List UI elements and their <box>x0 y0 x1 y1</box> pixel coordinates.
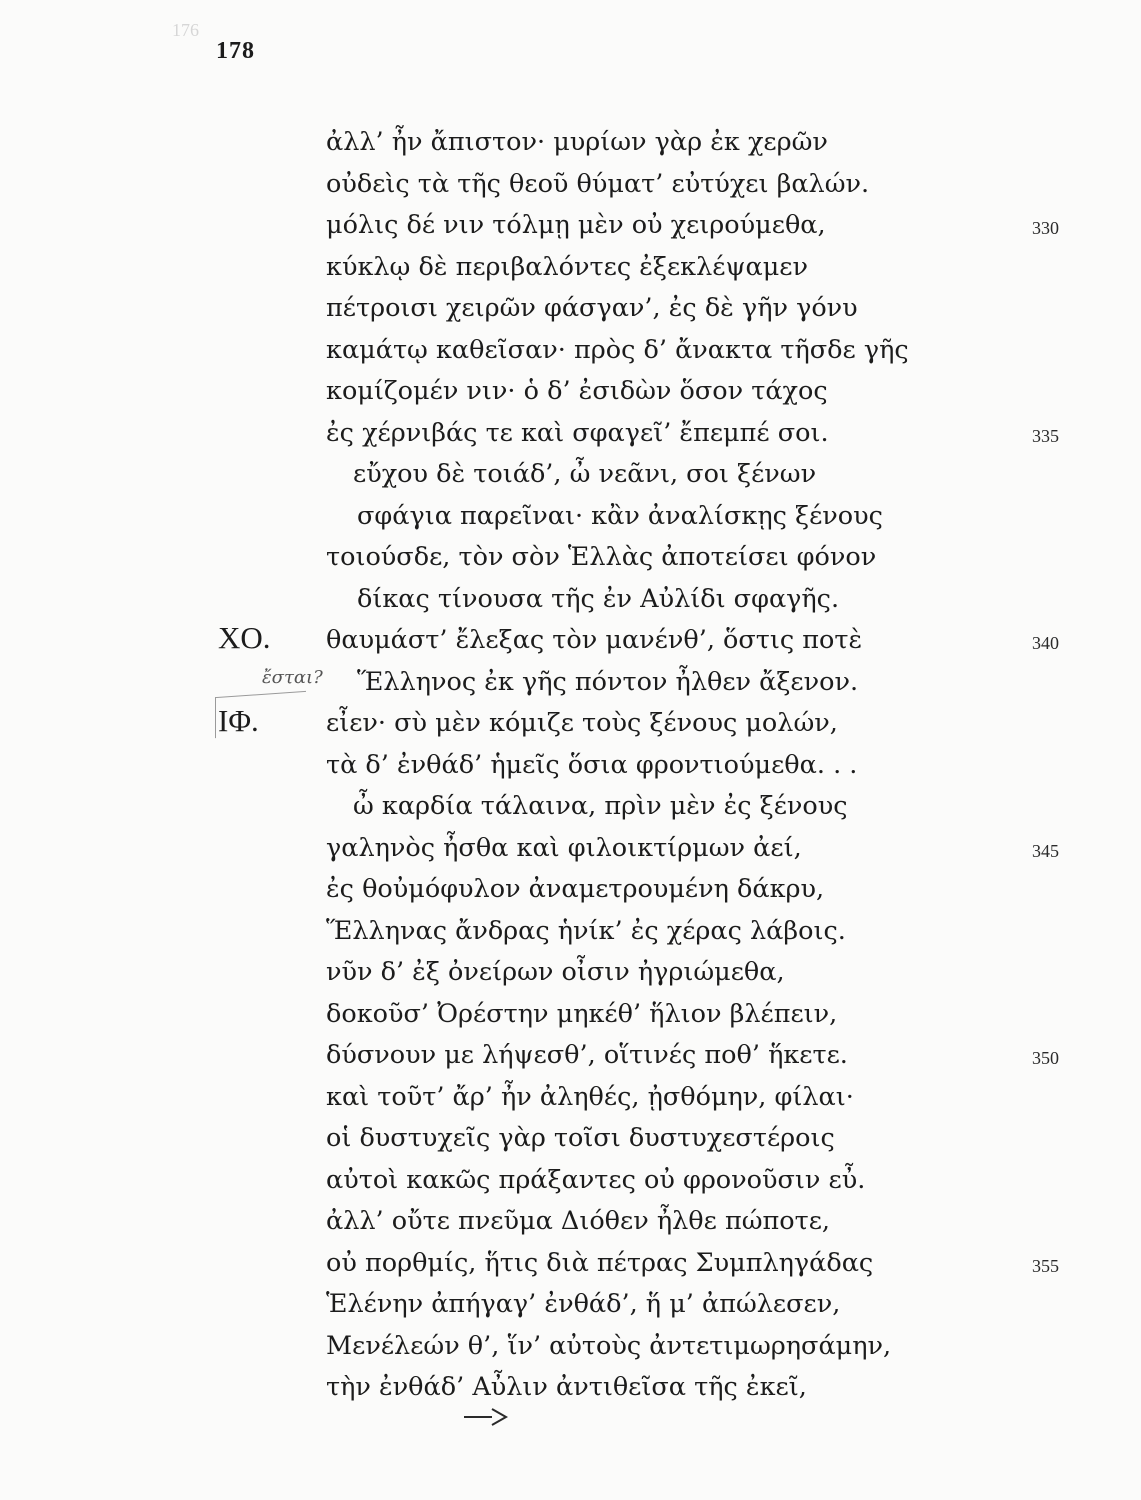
verse-line: εὔχου δὲ τοιάδ’, ὦ νεᾶνι, σοι ξένων <box>353 459 817 489</box>
verse-line: κομίζομέν νιν· ὁ δ’ ἐσιδὼν ὅσον τάχος <box>326 376 828 406</box>
verse-line: δοκοῦσ’ Ὀρέστην μηκέθ’ ἥλιον βλέπειν, <box>326 999 838 1029</box>
verse-line: Μενέλεών θ’, ἵν’ αὐτοὺς ἀντετιμωρησάμην, <box>326 1331 892 1361</box>
line-number: 330 <box>1032 218 1059 238</box>
line-number: 355 <box>1032 1256 1059 1276</box>
verse-line: νῦν δ’ ἐξ ὀνείρων οἶσιν ἠγριώμεθα, <box>326 957 785 987</box>
verse-line: οἱ δυστυχεῖς γὰρ τοῖσι δυστυχεστέροις <box>326 1123 835 1153</box>
verse-line: οὐ πορθμίς, ἥτις διὰ πέτρας Συμπληγάδας <box>326 1248 874 1278</box>
verse-line: πέτροισι χειρῶν φάσγαν’, ἐς δὲ γῆν γόνυ <box>326 293 858 323</box>
verse-line: δύσνουν με λήψεσθ’, οἵτινές ποθ’ ἥκετε. <box>326 1040 848 1070</box>
verse-line: ἐς χέρνιβάς τε καὶ σφαγεῖ’ ἔπεμπέ σοι. <box>326 418 829 448</box>
margin-annotation: ἔσται? <box>262 667 323 688</box>
verse-line: ἐς θοὐμόφυλον ἀναμετρουμένη δάκρυ, <box>326 874 825 904</box>
line-number: 340 <box>1032 633 1059 653</box>
verse-line: Ἕλληνος ἐκ γῆς πόντον ἦλθεν ἄξενον. <box>357 667 859 697</box>
verse-line: καμάτῳ καθεῖσαν· πρὸς δ’ ἄνακτα τῆσδε γῆς <box>326 335 909 365</box>
verse-line: σφάγια παρεῖναι· κἂν ἀναλίσκῃς ξένους <box>357 501 883 531</box>
verse-line: Ἑλένην ἀπήγαγ’ ἐνθάδ’, ἥ μ’ ἀπώλεσεν, <box>326 1289 841 1319</box>
verse-line: κύκλῳ δὲ περιβαλόντες ἐξεκλέψαμεν <box>326 252 808 282</box>
bleed-through-page-number: 176 <box>172 20 199 40</box>
verse-line: δίκας τίνουσα τῆς ἐν Αὐλίδι σφαγῆς. <box>357 584 840 614</box>
verse-line: ὦ καρδία τάλαινα, πρὶν μὲν ἐς ξένους <box>353 791 848 821</box>
pencil-bracket-mark <box>215 691 306 738</box>
line-number: 345 <box>1032 841 1059 861</box>
verse-line: καὶ τοῦτ’ ἄρ’ ἦν ἀληθές, ᾐσθόμην, φίλαι· <box>326 1082 854 1112</box>
verse-line: οὐδεὶς τὰ τῆς θεοῦ θύματ’ εὐτύχει βαλών. <box>326 169 870 199</box>
verse-line: ἀλλ’ ἦν ἄπιστον· μυρίων γὰρ ἐκ χερῶν <box>326 127 828 157</box>
verse-line: τοιούσδε, τὸν σὸν Ἑλλὰς ἀποτείσει φόνον <box>326 542 877 572</box>
verse-line: γαληνὸς ἦσθα καὶ φιλοικτίρμων ἀεί, <box>326 833 802 863</box>
page-number: 178 <box>216 38 255 64</box>
verse-line: αὐτοὶ κακῶς πράξαντες οὐ φρονοῦσιν εὖ. <box>326 1165 866 1195</box>
right-arrow-icon <box>462 1405 510 1429</box>
line-number: 350 <box>1032 1048 1059 1068</box>
speaker-label: ΧΟ. <box>218 620 271 655</box>
verse-line: μόλις δέ νιν τόλμῃ μὲν οὐ χειρούμεθα, <box>326 210 826 240</box>
verse-line: τὰ δ’ ἐνθάδ’ ἡμεῖς ὅσια φροντιούμεθα. . . <box>326 750 858 780</box>
verse-line: θαυμάστ’ ἔλεξας τὸν μανένθ’, ὅστις ποτὲ <box>326 625 863 655</box>
verse-line: Ἕλληνας ἄνδρας ἡνίκ’ ἐς χέρας λάβοις. <box>326 916 846 946</box>
speaker-label: ΙΦ. <box>218 703 259 738</box>
verse-line: εἶεν· σὺ μὲν κόμιζε τοὺς ξένους μολών, <box>326 708 838 738</box>
line-number: 335 <box>1032 426 1059 446</box>
verse-line: ἀλλ’ οὔτε πνεῦμα Διόθεν ἦλθε πώποτε, <box>326 1206 831 1236</box>
verse-line: τὴν ἐνθάδ’ Αὖλιν ἀντιθεῖσα τῆς ἐκεῖ, <box>326 1372 807 1402</box>
